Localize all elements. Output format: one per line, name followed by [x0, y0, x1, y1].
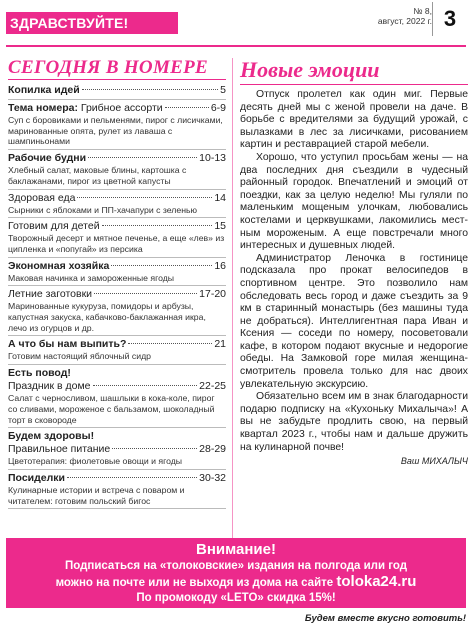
toc-description: Творожный десерт и мятное печенье, а еще «лев» из ципленка и «попугай» из персика [8, 233, 225, 254]
toc-entry [8, 152, 226, 165]
website-link[interactable]: toloka24.ru [336, 573, 417, 590]
toc-divider [8, 99, 226, 100]
toc-page-number: 6-9 [210, 102, 226, 114]
toc-description: Готовим настоящий яблочный сидр [8, 351, 152, 362]
toc-entry-title: Экономная хозяйка [8, 259, 110, 272]
toc-page-number: 30-32 [199, 471, 226, 484]
toc-divider [8, 149, 226, 150]
toc-entry [8, 102, 226, 115]
toc-description: Хлебный салат, маковые блины, картошка с баклажанами, пирог из цветной капусты [8, 165, 187, 186]
toc-page-number: 28-29 [199, 443, 226, 456]
toc-leader [67, 477, 197, 478]
toc-leader [102, 225, 213, 226]
toc-description: Салат с черносливом, шашлыки в кока-коле, пирог со сливами, мороженое с бальзамом, шоколадный торт в сковороде [8, 393, 215, 425]
toc-page-number: 14 [214, 191, 226, 204]
toc-page-number: 17-20 [199, 288, 226, 301]
subscription-banner [6, 538, 466, 608]
banner-line: Подписаться на «толоковские» издания на полгода или год [64, 560, 408, 572]
toc-description: Цветотерапия: фиолетовые овощи и ягоды [8, 456, 183, 467]
toc-divider [8, 469, 226, 470]
toc-leader [128, 343, 212, 344]
toc-entry-title: Готовим для детей [8, 220, 100, 233]
toc-entry [8, 472, 226, 485]
article-paragraph: Отпуск пролетел как один миг. Первые десять дней мы с женой провели на даче. В борьбе с вредителями за будущий урожай, с вылазками в лес за лисичками, рисованием картин и реставрацией старой мебели. [240, 89, 468, 151]
toc-leader [111, 265, 212, 266]
toc-leader [88, 157, 197, 158]
toc-page-number: 15 [214, 220, 226, 233]
article-paragraph: Администратор Леночка в гостинице подсказала про прокат велосипедов в спортивном центре. Это позволило нам обследовать весь город и даже съездить за 9 км в старинный монастырь (без машины туда не добраться). Интеллигентная пара Иван и Ксения — соседи по номеру, посоветовали кафе, в котором подают вкусные и недорогие обеды. На Замковой горе милая женщина-смотритель провела только для нас двоих увлекательную экскурсию. [240, 252, 468, 390]
toc-entry-title: Правильное питание [8, 443, 111, 456]
toc-entry-title: Посиделки [8, 471, 66, 484]
contents-list [8, 443, 226, 509]
greeting-banner: ЗДРАВСТВУЙТЕ! [6, 12, 178, 34]
toc-page-number: 16 [214, 259, 226, 272]
toc-description: Сырники с яблоками и ПП-хачапури с зеленью [8, 204, 198, 215]
toc-entry [8, 260, 226, 273]
toc-divider [8, 335, 226, 336]
issue-date: август, 2022 г. [377, 16, 432, 26]
toc-description: Кулинарные истории и встреча с поваром и читателем: готовим польский бигос [8, 484, 185, 506]
toc-entry [8, 380, 226, 393]
article-paragraph: Хорошо, что уступил просьбам жены — на два последних дня съездили в чудесный районный городок. Впечатлений и эмоций от поездки, как за целую неделю! Мы гуляли по маленьким мощеным улочкам, любовались костелами и церквушками, лакомились местным мороженым. А еще повстречали много интересных и душевных людей. [240, 151, 468, 252]
toc-page-number: 10-13 [199, 152, 226, 165]
toc-page-number: 5 [220, 84, 226, 96]
toc-divider [8, 257, 226, 258]
toc-entry-title: Тема номера: Грибное ассорти [8, 102, 163, 114]
toc-leader [77, 197, 212, 198]
page-number: 3 [432, 2, 467, 36]
toc-divider [8, 508, 226, 509]
article-paragraph: Обязательно всем им в знак благодарности подарю подписку на «Кухоньку Михалыча»! А вы не забудьте продлить свою, на первый квартал 2023 г., чтобы нам и дальше дружить на кулинарной почве! [240, 391, 468, 453]
category-heading: Будем здоровы! [8, 430, 95, 443]
toc-leader [94, 293, 197, 294]
banner-heading: Внимание! [196, 541, 276, 558]
toc-divider [8, 427, 226, 428]
toc-description: Маковая начинка и замороженные ягоды [8, 272, 175, 283]
toc-divider [8, 189, 226, 190]
toc-leader [112, 448, 197, 449]
toc-divider [8, 285, 226, 286]
contents-list [8, 84, 226, 365]
toc-description: Маринованные кукуруза, помидоры и арбузы, капустная закуска, кабачково-баклажанная икра, лечо из огурцов и др. [8, 301, 206, 333]
footer-slogan: Будем вместе вкусно готовить! [304, 613, 466, 624]
contents-title: СЕГОДНЯ В НОМЕРЕ [8, 58, 226, 80]
toc-entry-title: Праздник в доме [8, 380, 91, 393]
contents-list [8, 380, 226, 428]
toc-entry [8, 84, 226, 97]
toc-entry [8, 220, 226, 233]
toc-page-number: 21 [214, 338, 226, 351]
header-divider [6, 45, 466, 47]
toc-entry [8, 288, 226, 301]
toc-page-number: 22-25 [199, 380, 226, 393]
toc-divider [8, 217, 226, 218]
banner-line [6, 574, 466, 591]
toc-entry-title: А что бы нам выпить? [8, 338, 127, 351]
toc-entry [8, 443, 226, 456]
toc-entry-title: Копилка идей [8, 84, 80, 96]
banner-text: можно на почте или не выходя из дома на сайте [55, 577, 337, 589]
toc-leader [165, 107, 209, 108]
issue-info [360, 6, 432, 26]
category-heading: Есть повод! [8, 367, 71, 380]
contents-column [8, 58, 226, 511]
toc-entry [8, 192, 226, 205]
article-title: Новые эмоции [240, 58, 468, 85]
toc-entry-title: Рабочие будни [8, 152, 87, 165]
toc-description: Суп с боровиками и пельменями, пирог с лисичками, маринованные опята, рулет из лаваша с шампиньонами [8, 115, 223, 147]
article-signature: Ваш МИХАЛЫЧ [400, 456, 468, 467]
article [240, 58, 468, 466]
toc-leader [82, 89, 218, 90]
issue-number: № 8, [413, 6, 432, 16]
toc-entry-title: Здоровая еда [8, 191, 76, 204]
promo-line: По промокоду «LETO» скидка 15%! [136, 592, 336, 604]
page-header [0, 0, 475, 44]
column-divider [232, 58, 233, 578]
toc-entry [8, 338, 226, 351]
toc-leader [93, 385, 198, 386]
toc-divider [8, 364, 226, 365]
toc-entry-title: Летние заготовки [8, 288, 93, 301]
